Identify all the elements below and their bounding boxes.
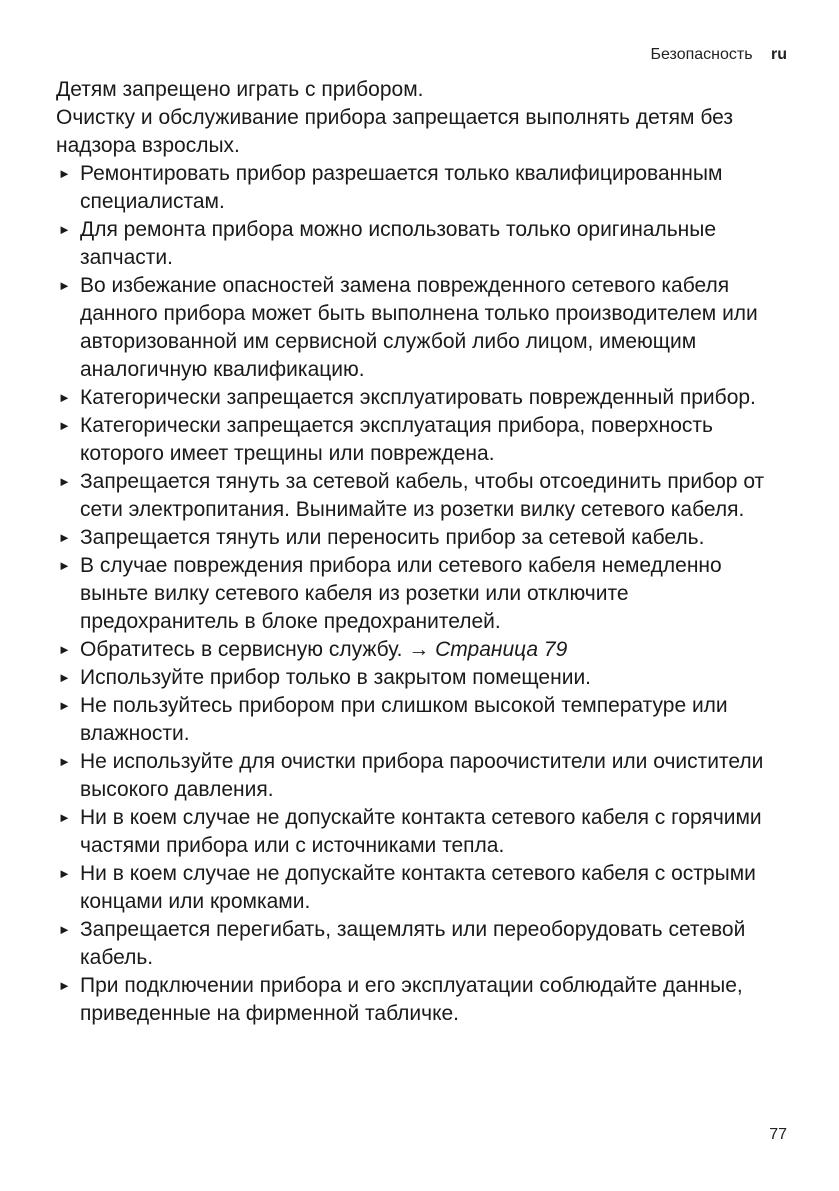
intro-paragraph: Детям запрещено играть с прибором.	[56, 78, 424, 101]
triangle-right-icon: ►	[58, 810, 71, 825]
list-item-text: Категорически запрещается эксплуатировать поврежденный прибор.	[80, 386, 756, 409]
triangle-right-icon: ►	[58, 558, 71, 573]
page-number: 77	[769, 1126, 787, 1143]
triangle-right-icon: ►	[58, 698, 71, 713]
list-item-text: Запрещается тянуть или переносить прибор за сетевой кабель.	[80, 526, 705, 549]
list-item	[56, 972, 792, 1028]
triangle-right-icon: ►	[58, 978, 71, 993]
list-item-service	[56, 636, 792, 664]
list-item	[56, 412, 792, 468]
service-text: Обратитесь в сервисную службу.	[80, 638, 403, 661]
list-item-text: Запрещается тянуть за сетевой кабель, чтобы отсоединить прибор от сети электропитания. Вынимайте из розетки вилку сетевого кабеля.	[80, 470, 765, 521]
list-item	[56, 804, 792, 860]
list-item	[56, 272, 792, 384]
triangle-right-icon: ►	[58, 642, 71, 657]
triangle-right-icon: ►	[58, 474, 71, 489]
triangle-right-icon: ►	[58, 418, 71, 433]
list-item-text: Ремонтировать прибор разрешается только квалифицированным специалистам.	[80, 162, 723, 213]
list-item	[56, 160, 792, 216]
list-item	[56, 916, 792, 972]
list-item-text: Не пользуйтесь прибором при слишком высокой температуре или влажности.	[80, 694, 728, 745]
list-item-text: Категорически запрещается эксплуатация прибора, поверхность которого имеет трещины или повреждена.	[80, 414, 713, 465]
list-item-text: Не используйте для очистки прибора пароочистители или очистители высокого давления.	[80, 750, 764, 801]
list-item	[56, 524, 792, 552]
list-item-text: В случае повреждения прибора или сетевого кабеля немедленно выньте вилку сетевого кабеля из розетки или отключите предохранитель в блоке предохранителей.	[80, 554, 722, 633]
language-code: ru	[771, 46, 787, 63]
list-item-text: Ни в коем случае не допускайте контакта сетевого кабеля с горячими частями прибора или с источниками тепла.	[80, 806, 762, 857]
triangle-right-icon: ►	[58, 754, 71, 769]
triangle-right-icon: ►	[58, 166, 71, 181]
triangle-right-icon: ►	[58, 866, 71, 881]
page-header	[650, 44, 787, 66]
triangle-right-icon: ►	[58, 390, 71, 405]
triangle-right-icon: ►	[58, 670, 71, 685]
list-item	[56, 216, 792, 272]
list-item	[56, 692, 792, 748]
arrow-right-icon: →	[408, 638, 430, 661]
page-reference-link[interactable]: Страница 79	[435, 638, 568, 661]
triangle-right-icon: ►	[58, 530, 71, 545]
triangle-right-icon: ►	[58, 922, 71, 937]
triangle-right-icon: ►	[58, 278, 71, 293]
intro-paragraph: Очистку и обслуживание прибора запрещается выполнять детям без надзора взрослых.	[56, 106, 733, 157]
safety-list	[56, 160, 792, 1028]
list-item-text: Запрещается перегибать, защемлять или переоборудовать сетевой кабель.	[80, 918, 746, 969]
list-item	[56, 468, 792, 524]
list-item-text: При подключении прибора и его эксплуатации соблюдайте данные, приведенные на фирменной табличке.	[80, 974, 743, 1025]
list-item-text: Во избежание опасностей замена поврежденного сетевого кабеля данного прибора может быть выполнена только производителем или авторизованной им сервисной службой либо лицом, имеющим аналогичную квалификацию.	[80, 274, 758, 381]
list-item-text: Используйте прибор только в закрытом помещении.	[80, 666, 592, 689]
list-item-text: Для ремонта прибора можно использовать только оригинальные запчасти.	[80, 218, 717, 269]
list-item	[56, 384, 792, 412]
list-item	[56, 664, 792, 692]
section-title: Безопасность	[650, 46, 753, 63]
list-item	[56, 748, 792, 804]
list-item	[56, 860, 792, 916]
triangle-right-icon: ►	[58, 222, 71, 237]
safety-content	[56, 76, 792, 1028]
list-item	[56, 552, 792, 636]
list-item-text: Ни в коем случае не допускайте контакта сетевого кабеля с острыми концами или кромками.	[80, 862, 756, 913]
